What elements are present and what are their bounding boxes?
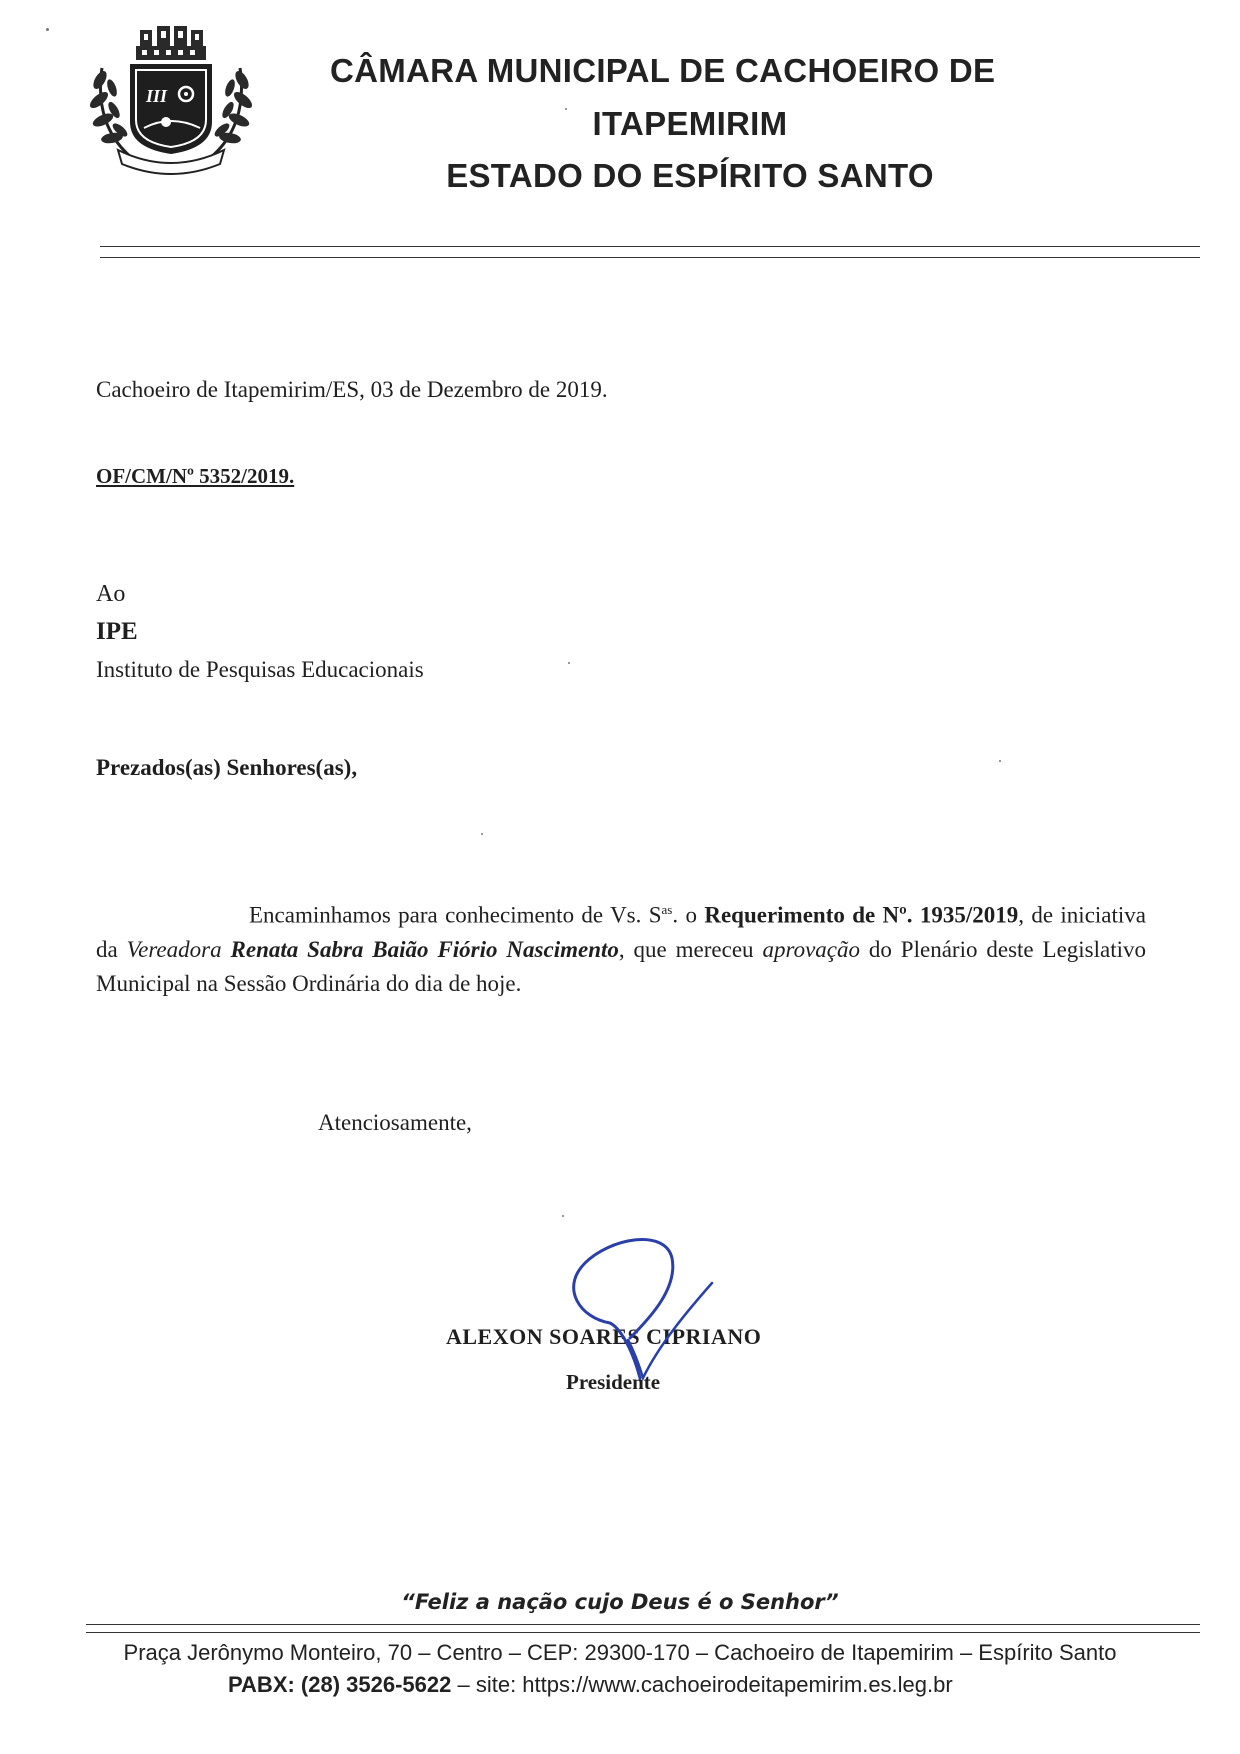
- body-text-6: do Plenário deste Legislativo Municipal na Sessão Ordinária do dia de hoje.: [96, 936, 1147, 996]
- scan-speck: [999, 760, 1001, 762]
- approval-word: aprovação: [762, 936, 860, 962]
- body-text-3: , de iniciativa da: [96, 902, 1146, 962]
- header-divider-bottom: [100, 257, 1200, 258]
- requirement-number: Requerimento de Nº. 1935/2019: [704, 902, 1019, 928]
- body-text-5: , que mereceu: [618, 936, 763, 962]
- footer-motto: “Feliz a nação cujo Deus é o Senhor”: [401, 1590, 839, 1614]
- footer-contact: [228, 1672, 953, 1698]
- footer-divider-bottom: [86, 1632, 1200, 1633]
- scan-speck: [568, 662, 570, 664]
- footer-address: Praça Jerônymo Monteiro, 70 – Centro – CEP: 29300-170 – Cachoeiro de Itapemirim – Espírito Santo: [123, 1640, 1117, 1665]
- header-title-line-3: ESTADO DO ESPÍRITO SANTO: [446, 157, 934, 194]
- scan-speck: [481, 833, 483, 835]
- header-title-line-1: CÂMARA MUNICIPAL DE CACHOEIRO DE: [330, 52, 996, 89]
- footer-divider-top: [86, 1624, 1200, 1625]
- signatory-role: Presidente: [566, 1370, 661, 1394]
- councillor-name: Renata Sabra Baião Fiório Nascimento: [230, 936, 619, 962]
- signatory-name: ALEXON SOARES CIPRIANO: [446, 1324, 762, 1349]
- header-title-line-2: ITAPEMIRIM: [592, 105, 788, 142]
- salutation: Prezados(as) Senhores(as),: [96, 755, 358, 780]
- place-and-date: Cachoeiro de Itapemirim/ES, 03 de Dezembro de 2019.: [96, 377, 608, 402]
- closing-phrase: Atenciosamente,: [318, 1110, 472, 1135]
- body-text-2: . o: [672, 902, 705, 928]
- body-text-1: Encaminhamos para conhecimento de Vs. S: [249, 902, 662, 928]
- svg-text:III: III: [146, 86, 168, 106]
- document-reference-number: OF/CM/Nº 5352/2019.: [96, 464, 295, 488]
- scan-speck: [46, 28, 49, 31]
- footer-website: – site: https://www.cachoeirodeitapemirim.es.leg.br: [451, 1672, 953, 1697]
- scan-speck: [565, 108, 567, 110]
- recipient-name: Instituto de Pesquisas Educacionais: [96, 657, 424, 682]
- councillor-role: Vereadora: [126, 936, 222, 962]
- municipal-coat-of-arms-logo: [88, 18, 254, 176]
- body-text-4: [222, 937, 231, 962]
- addressee-prefix: Ao: [96, 581, 126, 607]
- handwritten-signature: [540, 1228, 740, 1398]
- scan-speck: [562, 1215, 564, 1217]
- body-superscript: as: [661, 902, 673, 917]
- recipient-abbreviation: IPE: [96, 618, 138, 645]
- header-divider-top: [100, 246, 1200, 247]
- letter-body-paragraph: [96, 893, 1146, 1001]
- footer-phone: PABX: (28) 3526-5622: [228, 1672, 452, 1697]
